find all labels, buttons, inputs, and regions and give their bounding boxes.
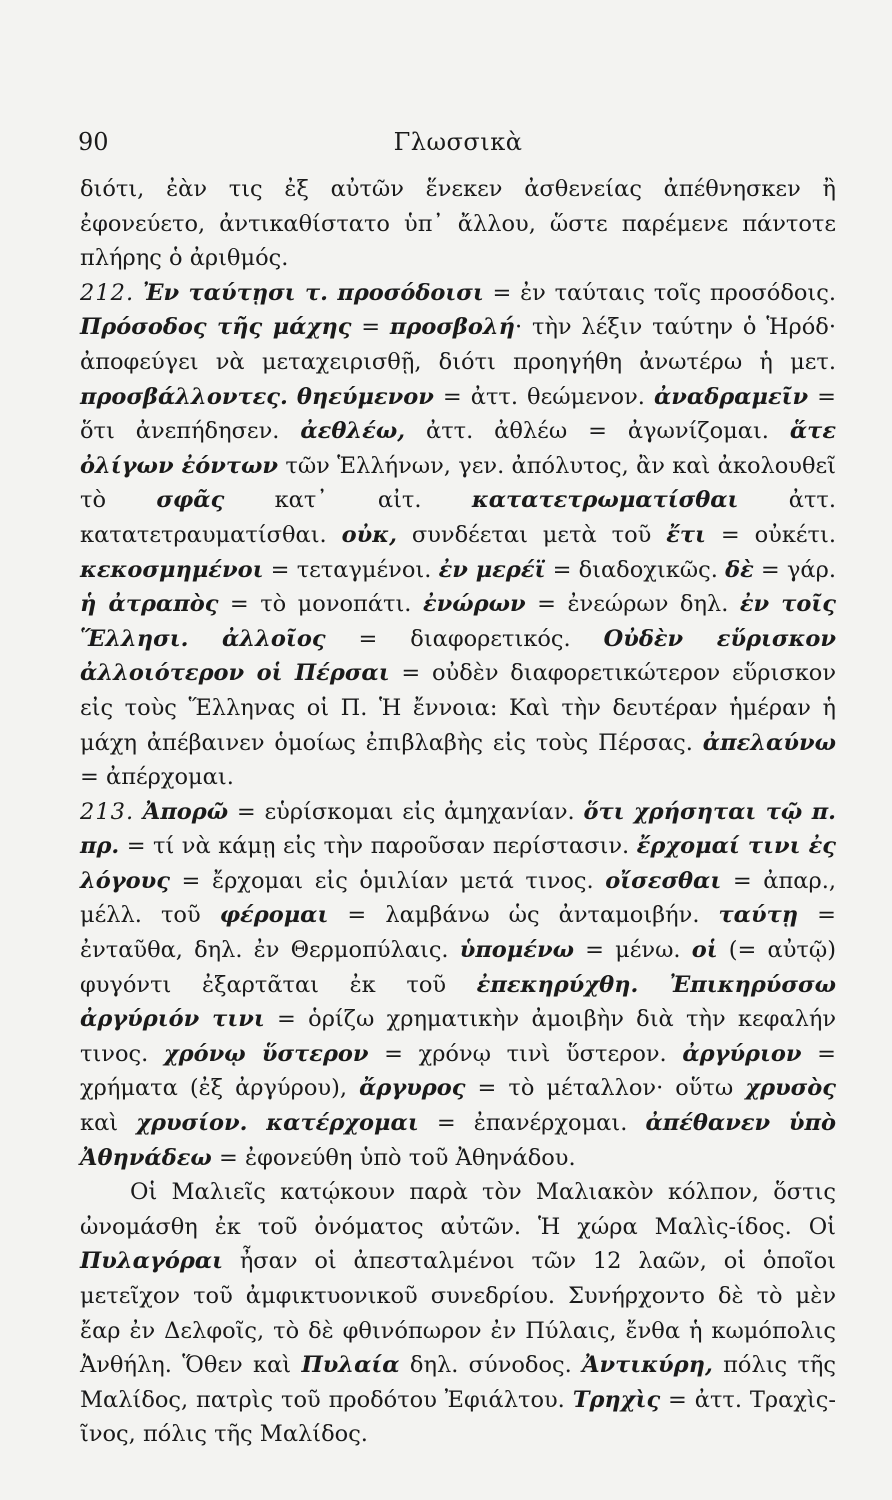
gloss-text: καὶ — [80, 1110, 137, 1137]
lemma-term: χρυσίον. κατέρχομαι — [136, 1110, 419, 1137]
paragraph — [80, 276, 836, 795]
gloss-text: = ἀττ. θεώμενον. — [433, 383, 654, 410]
lemma-term: Ἀπορῶ — [142, 798, 229, 825]
gloss-text: = μένω. — [574, 937, 692, 964]
gloss-text: = ἐν ταύταις τοῖς προσόδοις. — [483, 279, 836, 306]
lemma-term: κατατετρωματίσθαι — [471, 487, 739, 514]
gloss-text — [134, 280, 143, 306]
lemma-term: ἅτε ὀλίγων ἐόντων — [80, 418, 836, 479]
gloss-text: = τί νὰ κάμῃ εἰς τὴν παροῦσαν περίστασιν. — [119, 833, 637, 860]
lemma-term: Πρόσοδος τῆς μάχης — [80, 314, 352, 341]
gloss-text — [134, 799, 143, 825]
gloss-text: = ὅτι ἀνεπήδησεν. — [80, 383, 836, 445]
lemma-term: οἱ — [691, 937, 718, 964]
lemma-term: προσβολή — [389, 314, 516, 341]
lemma-term: ταύτῃ — [718, 902, 799, 929]
lemma-term: ὑπομένω — [459, 937, 574, 964]
paragraph — [80, 795, 836, 1176]
gloss-text: = οὐδὲν διαφορετικώτερον εὕρισκον εἰς τοὺς Ἕλληνας οἱ Π. Ἡ ἔννοια: Καὶ τὴν δευτέραν ἡμέραν ἡ μάχη ἀπέβαινεν ὁμοίως ἐπιβλαβὴς εἰς τοὺς Πέρσας. — [80, 660, 837, 756]
gloss-text: = χρόνῳ τινὶ ὕστερον. — [368, 1040, 683, 1067]
gloss-text: = εὑρίσκομαι εἰς ἀμηχανίαν. — [228, 798, 584, 825]
lemma-term: οὐκ, — [341, 521, 397, 548]
lemma-term: ἐνώρων — [422, 591, 526, 618]
gloss-text: τῶν Ἑλλήνων, γεν. ἀπόλυτος, ἂν καὶ ἀκολουθεῖ τὸ — [80, 452, 836, 514]
lemma-term: ἔτι — [666, 521, 706, 548]
lemma-term: κεκοσμημένοι — [80, 556, 264, 583]
gloss-text: = ἀπέρχομαι. — [80, 764, 234, 791]
page-header — [78, 128, 838, 162]
lemma-term: Πυλαγόραι — [80, 1248, 223, 1275]
lemma-term: χρόνῳ ὕστερον — [163, 1040, 369, 1067]
gloss-text: = ἐπανέρχομαι. — [418, 1110, 646, 1137]
gloss-text: = ἐφονεύθη ὑπὸ τοῦ Ἀθηνάδου. — [211, 1144, 576, 1171]
gloss-text: = τεταγμένοι. — [263, 556, 439, 583]
gloss-text: Οἱ Μαλιεῖς κατῴκουν παρὰ τὸν Μαλιακὸν κόλπον, ὅστις ὠνομάσθη ἐκ τοῦ ὀνόματος αὐτῶν. Ἡ χώρα Μαλὶς-ίδος. Οἱ — [80, 1179, 836, 1240]
paragraph — [80, 1175, 836, 1452]
gloss-text: = — [351, 314, 390, 341]
gloss-text: = λαμβάνω ὡς ἀνταμοιβήν. — [328, 902, 719, 929]
lemma-term: δὲ — [725, 556, 754, 583]
lemma-term: Ἐν ταύτῃσι τ. προσόδοισι — [142, 279, 484, 306]
gloss-text: = γάρ. — [753, 556, 836, 583]
lemma-term: φέρομαι — [219, 902, 329, 929]
gloss-text: ἀττ. ἀθλέω = ἀγωνίζομαι. — [405, 418, 790, 445]
paragraph — [80, 172, 836, 276]
gloss-text: · τὴν λέξιν ταύτην ὁ Ἡρόδ· ἀποφεύγει νὰ μεταχειρισθῇ, διότι προηγήθη ἀνωτέρω ἡ μετ. — [80, 314, 836, 375]
lemma-term: Οὐδὲν εὕρισκον ἀλλοιότερον οἱ Πέρσαι — [80, 625, 837, 687]
lemma-term: ἔρχομαί τινι ἐς λόγους — [80, 833, 836, 894]
gloss-text: διότι, ἐὰν τις ἐξ αὐτῶν ἕνεκεν ἀσθενείας ἀπέθνησκεν ἢ ἐφονεύετο, ἀντικαθίστατο ὑπ᾿ ἄλλου, ὥστε παρέμενε πάντοτε πλήρης ὁ ἀριθμός. — [80, 176, 836, 272]
gloss-text: = οὐκέτι. — [705, 521, 836, 548]
lemma-term: οἴσεσθαι — [605, 867, 722, 894]
section-number: 213. — [80, 798, 135, 825]
body-text — [80, 172, 836, 1452]
section-number: 212. — [80, 279, 135, 306]
lemma-term: θηεύμενον — [296, 383, 434, 410]
lemma-term: σφᾶς — [156, 487, 225, 514]
gloss-text: ἦσαν οἱ ἀπεσταλμένοι τῶν 12 λαῶν, οἱ ὁποῖοι μετεῖχον τοῦ ἀμφικτυονικοῦ συνεδρίου. Συνήρχοντο δὲ τὸ μὲν ἔαρ ἐν Δελφοῖς, τὸ δὲ φθινόπωρον ἐν Πύλαις, ἔνθα ἡ κωμόπολις Ἀνθήλη. Ὅθεν καὶ — [80, 1248, 836, 1379]
lemma-term: Τρηχὶς — [572, 1386, 661, 1413]
gloss-text: = ὁρίζω χρηματικὴν ἀμοιβὴν διὰ τὴν κεφαλήν τινος. — [80, 1006, 836, 1067]
lemma-term: ἐν μερέϊ — [438, 556, 546, 583]
gloss-text: πόλις τῆς Μαλίδος, πατρὶς τοῦ προδότου Ἐφιάλτου. — [80, 1352, 836, 1413]
lemma-term: ἀργύριον — [682, 1040, 802, 1067]
gloss-text: = ἔρχομαι εἰς ὁμιλίαν μετά τινος. — [169, 867, 606, 894]
lemma-term: ἡ ἀτραπὸς — [80, 591, 219, 618]
lemma-term: ἀπελαύνω — [702, 729, 836, 756]
lemma-term: ἐν τοῖς Ἕλλησι. ἀλλοῖος — [80, 591, 836, 652]
lemma-term: ἄργυρος — [359, 1075, 466, 1102]
lemma-term: Ἀντικύρη, — [582, 1352, 713, 1379]
gloss-text: = ἐνταῦθα, δηλ. ἐν Θερμοπύλαις. — [80, 902, 836, 964]
gloss-text: συνδέεται μετὰ τοῦ — [396, 521, 667, 548]
gloss-text: = ἀττ. Τραχὶς-ῖνος, πόλις τῆς Μαλίδος. — [80, 1386, 837, 1448]
lemma-term: Πυλαία — [301, 1352, 400, 1379]
lemma-term: ὅτι χρήσηται τῷ π. πρ. — [80, 798, 836, 860]
gloss-text: = τὸ μονοπάτι. — [218, 591, 423, 618]
gloss-text: = ἐνεώρων δηλ. — [525, 591, 740, 618]
lemma-term: ἀεθλέω, — [300, 418, 406, 445]
lemma-term: ἀπέθανεν ὑπὸ Ἀθηνάδεω — [80, 1110, 837, 1171]
gloss-text: ἀττ. κατατετραυματίσθαι. — [80, 487, 836, 548]
lemma-term: χρυσὸς — [745, 1075, 836, 1102]
page-number: 90 — [78, 128, 109, 156]
gloss-text: κατ᾿ αἰτ. — [224, 487, 472, 514]
gloss-text: = διαδοχικῶς. — [545, 556, 726, 583]
gloss-text: δηλ. σύνοδος. — [399, 1352, 583, 1379]
running-title: Γλωσσικὰ — [393, 128, 523, 156]
gloss-text: (= αὐτῷ) φυγόντι ἐξαρτᾶται ἐκ τοῦ — [80, 937, 836, 998]
gloss-text: = ἀπαρ., μέλλ. τοῦ — [80, 867, 836, 929]
gloss-text: = τὸ μέταλλον· οὕτω — [465, 1075, 746, 1102]
lemma-term: ἐπεκηρύχθη. Ἐπικηρύσσω ἀργύριόν τινι — [80, 971, 836, 1033]
gloss-text: = διαφορετικός. — [325, 625, 604, 652]
lemma-term: προσβάλλοντες. — [80, 383, 288, 410]
lemma-term: ἀναδραμεῖν — [653, 383, 809, 410]
gloss-text — [288, 384, 297, 410]
gloss-text: = χρήματα (ἐξ ἀργύρου), — [80, 1040, 836, 1102]
